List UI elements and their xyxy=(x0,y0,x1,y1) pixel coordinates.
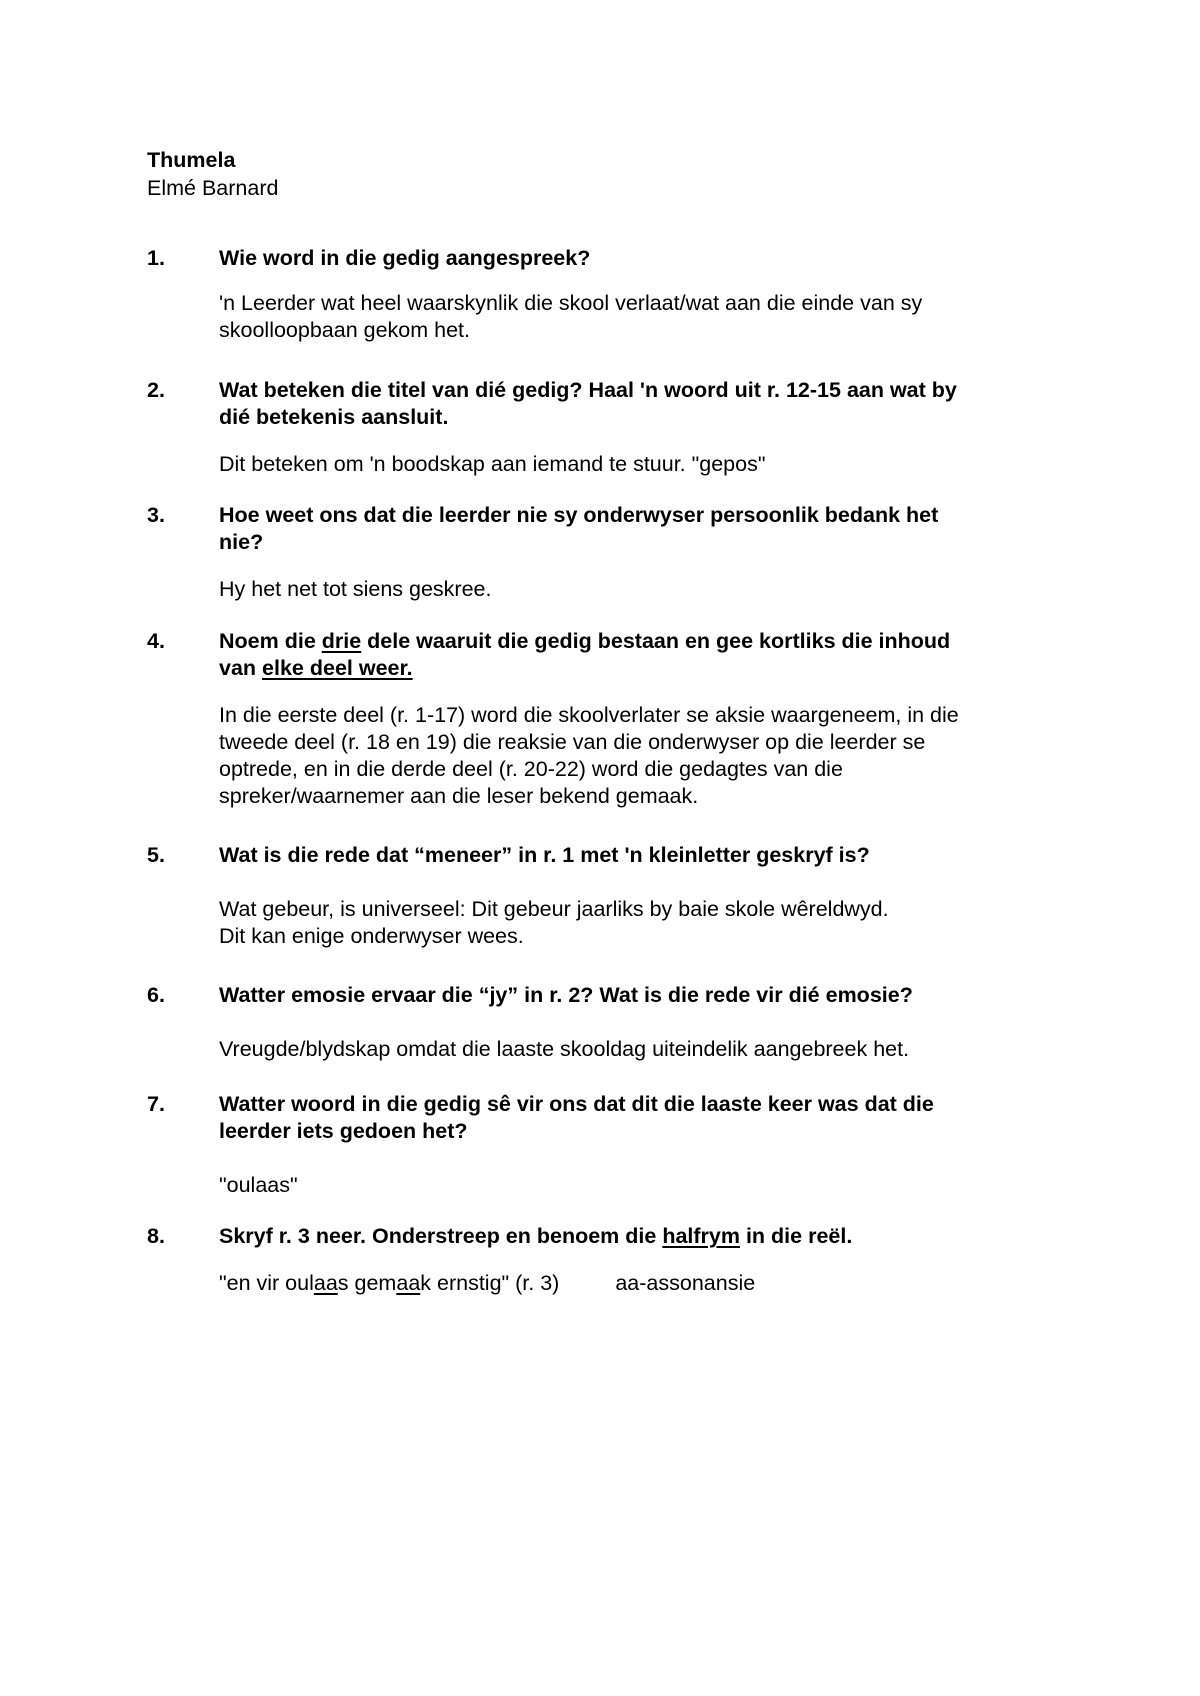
answer-fragment: "en vir oul xyxy=(219,1271,314,1295)
answer-line: 'n Leerder wat heel waarskynlik die skool verlaat/wat aan die einde van sy xyxy=(219,291,923,315)
answer-label: aa-assonansie xyxy=(615,1271,756,1295)
answer-line: tweede deel (r. 18 en 19) die reaksie van die onderwyser op die leerder se xyxy=(219,730,926,754)
question-line: Watter woord in die gedig sê vir ons dat dit die laaste keer was dat die xyxy=(219,1092,934,1116)
answer-line: Hy het net tot siens geskree. xyxy=(219,577,492,601)
question-number: 7. xyxy=(147,1092,165,1116)
answer-line: Dit kan enige onderwyser wees. xyxy=(219,924,524,948)
answer-line: skoolloopbaan gekom het. xyxy=(219,318,471,342)
question-fragment: dele waaruit die gedig bestaan en gee kortliks die inhoud xyxy=(361,629,951,653)
answer-text xyxy=(219,290,1079,344)
question-text: Wie word in die gedig aangespreek? xyxy=(219,246,591,270)
question-text xyxy=(219,377,1079,431)
underlined-word: halfrym xyxy=(662,1224,740,1248)
question-number: 2. xyxy=(147,378,165,402)
answer-line: Dit beteken om 'n boodskap aan iemand te stuur. "gepos" xyxy=(219,452,766,476)
answer-fragment: s gem xyxy=(337,1271,397,1295)
question-text: Wat is die rede dat “meneer” in r. 1 met 'n kleinletter geskryf is? xyxy=(219,843,870,867)
question-number: 5. xyxy=(147,843,165,867)
question-fragment: van xyxy=(219,656,263,680)
answer-text xyxy=(219,896,1079,950)
answer-line: Vreugde/blydskap omdat die laaste skooldag uiteindelik aangebreek het. xyxy=(219,1037,910,1061)
answer-text xyxy=(219,576,1079,603)
question-text xyxy=(219,1091,1079,1145)
answer-line: spreker/waarnemer aan die leser bekend gemaak. xyxy=(219,784,699,808)
page-title: Thumela xyxy=(147,148,236,172)
underlined-letters: aa xyxy=(313,1271,338,1295)
question-text xyxy=(219,628,1079,682)
question-fragment: in die reël. xyxy=(739,1224,853,1248)
question-fragment: Skryf r. 3 neer. Onderstreep en benoem die xyxy=(219,1224,663,1248)
question-number: 4. xyxy=(147,629,165,653)
question-line: nie? xyxy=(219,530,264,554)
question-text xyxy=(219,1223,1079,1250)
question-line: leerder iets gedoen het? xyxy=(219,1119,468,1143)
answer-line: "oulaas" xyxy=(219,1173,298,1197)
question-number: 6. xyxy=(147,983,165,1007)
question-number: 3. xyxy=(147,503,165,527)
question-line: Hoe weet ons dat die leerder nie sy onderwyser persoonlik bedank het xyxy=(219,503,939,527)
answer-text xyxy=(219,702,1079,810)
question-line: Wat beteken die titel van dié gedig? Haal 'n woord uit r. 12-15 aan wat by xyxy=(219,378,957,402)
question-text: Watter emosie ervaar die “jy” in r. 2? Wat is die rede vir dié emosie? xyxy=(219,983,913,1007)
underlined-word: drie xyxy=(321,629,362,653)
answer-text xyxy=(219,1270,1079,1297)
question-fragment: Noem die xyxy=(219,629,322,653)
answer-line: In die eerste deel (r. 1-17) word die skoolverlater se aksie waargeneem, in die xyxy=(219,703,959,727)
answer-text xyxy=(219,451,1079,478)
question-line: dié betekenis aansluit. xyxy=(219,405,449,429)
answer-text xyxy=(219,1036,1079,1063)
answer-text xyxy=(219,1172,1079,1199)
question-number: 1. xyxy=(147,246,165,270)
page-author: Elmé Barnard xyxy=(147,176,279,200)
underlined-phrase: elke deel weer. xyxy=(262,656,413,680)
question-number: 8. xyxy=(147,1224,165,1248)
answer-line: Wat gebeur, is universeel: Dit gebeur jaarliks by baie skole wêreldwyd. xyxy=(219,897,889,921)
answer-fragment: k ernstig" (r. 3) xyxy=(420,1271,560,1295)
underlined-letters: aa xyxy=(396,1271,421,1295)
question-text xyxy=(219,502,1079,556)
answer-line: optrede, en in die derde deel (r. 20-22) word die gedagtes van die xyxy=(219,757,843,781)
